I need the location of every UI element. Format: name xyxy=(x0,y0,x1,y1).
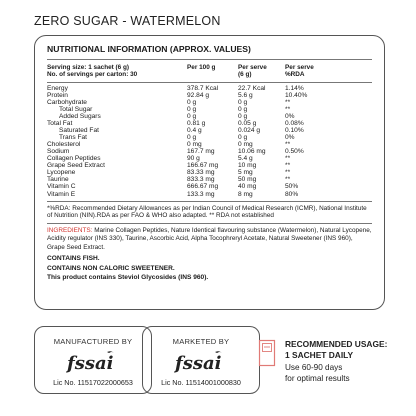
nutrient-name: Trans Fat xyxy=(59,134,87,142)
value-per100: 0 mg xyxy=(187,141,202,149)
nutrient-name: Sodium xyxy=(47,148,70,156)
usage-sub-line1: Use 60-90 days xyxy=(285,363,343,372)
value-per-serve: 5.4 g xyxy=(238,155,253,163)
nutrient-name: Vitamin E xyxy=(47,190,76,198)
nutrient-name: Carbohydrate xyxy=(47,98,87,106)
ingredients-label: INGREDIENTS: xyxy=(47,226,93,234)
value-per100: 92.84 g xyxy=(187,91,209,99)
value-rda: 0.08% xyxy=(285,120,304,128)
serving-size: Serving size: 1 sachet (6 g) xyxy=(47,64,130,71)
value-rda: 0.50% xyxy=(285,148,304,156)
value-rda: 10.40% xyxy=(285,91,308,99)
nutrition-row xyxy=(47,134,372,141)
fssai-logo xyxy=(171,349,231,371)
value-per100: 167.7 mg xyxy=(187,148,215,156)
nutrition-row xyxy=(47,176,372,183)
value-rda: 80% xyxy=(285,190,299,198)
value-per-serve: 0.024 g xyxy=(238,127,260,135)
col-header-rda: Per serve %RDA xyxy=(285,64,314,79)
nutrient-name: Saturated Fat xyxy=(59,127,99,135)
sachet-icon xyxy=(258,339,276,367)
value-per100: 0.4 g xyxy=(187,127,202,135)
nutrition-row xyxy=(47,99,372,106)
manufacturer-license: Lic No. 11517022000653 xyxy=(53,378,133,387)
value-per100: 90 g xyxy=(187,155,200,163)
value-per-serve: 40 mg xyxy=(238,183,257,191)
marketer-license: Lic No. 11514001000830 xyxy=(161,378,241,387)
nutrition-row xyxy=(47,162,372,169)
col-header-per100: Per 100 g xyxy=(187,64,216,71)
nutrient-name: Lycopene xyxy=(47,169,76,177)
nutrition-rows xyxy=(47,85,372,198)
nutrient-name: Vitamin C xyxy=(47,183,76,191)
rda-footnote: *%RDA: Recommended Dietary Allowances as per Indian Council of Medical Research (ICMR), National Institute of Nutrition (NIN).RDA as per FAO & WHO also adapted. ** RDA not established xyxy=(47,201,372,224)
value-per100: 166.67 mg xyxy=(187,162,219,170)
ingredients xyxy=(47,227,372,252)
page-title: ZERO SUGAR - WATERMELON xyxy=(34,14,221,28)
nutrition-row xyxy=(47,120,372,127)
value-per100: 0 g xyxy=(187,134,197,142)
serving-info xyxy=(47,64,187,79)
marketed-by-box xyxy=(142,326,260,394)
nutrient-name: Total Sugar xyxy=(59,105,93,113)
value-per-serve: 0 mg xyxy=(238,141,253,149)
manufactured-by-label: MANUFACTURED BY xyxy=(53,337,133,346)
nutrition-row xyxy=(47,141,372,148)
contains-sweetener: CONTAINS NON CALORIC SWEETENER. xyxy=(47,264,175,272)
value-rda: 0% xyxy=(285,134,295,142)
nutrition-row xyxy=(47,183,372,190)
nutrition-panel xyxy=(34,35,385,310)
fssai-logo xyxy=(63,349,123,371)
svg-text:fssai: fssai xyxy=(67,353,114,373)
usage-title-line2: 1 SACHET DAILY xyxy=(285,349,354,360)
nutrition-row xyxy=(47,191,372,198)
nutrition-row xyxy=(47,127,372,134)
nutrition-row xyxy=(47,85,372,92)
value-per100: 833.3 mg xyxy=(187,176,215,184)
nutrition-row xyxy=(47,155,372,162)
col-header-serve: Per serve (6 g) xyxy=(238,64,267,79)
value-per-serve: 5 mg xyxy=(238,169,253,177)
marketed-by-label: MARKETED BY xyxy=(172,337,230,346)
nutrient-name: Cholesterol xyxy=(47,141,81,149)
nutrition-row xyxy=(47,92,372,99)
value-per-serve: 5.6 g xyxy=(238,91,253,99)
value-per100: 0 g xyxy=(187,98,197,106)
nutrition-heading: NUTRITIONAL INFORMATION (APPROX. VALUES) xyxy=(47,44,372,60)
nutrient-name: Added Sugars xyxy=(59,113,101,120)
steviol-note: This product contains Steviol Glycosides (INS 960). xyxy=(47,274,209,282)
nutrient-name: Total Fat xyxy=(47,120,73,128)
value-per-serve: 50 mg xyxy=(238,176,257,184)
value-rda: ** xyxy=(285,162,291,170)
nutrition-row xyxy=(47,148,372,155)
value-per-serve: 0 g xyxy=(238,113,248,120)
value-rda: ** xyxy=(285,155,291,163)
usage-sub-line2: for optimal results xyxy=(285,373,350,383)
usage-title-line1: RECOMMENDED USAGE: xyxy=(285,339,388,349)
value-rda: 1.14% xyxy=(285,84,304,92)
svg-text:fssai: fssai xyxy=(175,353,222,373)
nutrient-name: Collagen Peptides xyxy=(47,155,101,163)
nutrient-name: Grape Seed Extract xyxy=(47,162,105,170)
nutrition-row xyxy=(47,169,372,176)
value-per-serve: 22.7 Kcal xyxy=(238,84,266,92)
ingredients-text: Marine Collagen Peptides, Nature Identical flavouring substance (Watermelon), Natural Lycopene, Acidity regulator (INS 330), Taurine, Ascorbic Acid, Alpha Tocophreryl Acetate, Natural Sweetener (INS 960), Grape Seed Extract. xyxy=(47,226,372,251)
value-rda: ** xyxy=(285,169,291,177)
nutrient-name: Energy xyxy=(47,84,68,92)
nutrition-row xyxy=(47,113,372,120)
value-rda: ** xyxy=(285,105,291,113)
value-per-serve: 0 g xyxy=(238,134,248,142)
value-rda: ** xyxy=(285,98,291,106)
value-per-serve: 10.06 mg xyxy=(238,148,266,156)
value-rda: ** xyxy=(285,176,291,184)
contains-fish: CONTAINS FISH. xyxy=(47,254,100,262)
value-rda: 0% xyxy=(285,113,295,120)
value-rda: ** xyxy=(285,141,291,149)
value-per100: 133.3 mg xyxy=(187,190,215,198)
manufactured-by-box xyxy=(34,326,152,394)
value-per100: 0 g xyxy=(187,105,197,113)
value-per100: 378.7 Kcal xyxy=(187,84,219,92)
recommended-usage xyxy=(285,339,410,384)
value-rda: 50% xyxy=(285,183,299,191)
value-per100: 83.33 mg xyxy=(187,169,215,177)
servings-per-carton: No. of servings per carton: 30 xyxy=(47,71,138,79)
value-per100: 0.81 g xyxy=(187,120,206,128)
value-per-serve: 8 mg xyxy=(238,190,253,198)
value-per-serve: 0 g xyxy=(238,98,248,106)
value-per-serve: 0 g xyxy=(238,105,248,113)
value-per-serve: 10 mg xyxy=(238,162,257,170)
value-per100: 666.67 mg xyxy=(187,183,219,191)
nutrition-row xyxy=(47,106,372,113)
nutrition-column-headers xyxy=(47,64,372,83)
nutrient-name: Protein xyxy=(47,91,68,99)
nutrient-name: Taurine xyxy=(47,176,69,184)
value-per-serve: 0.05 g xyxy=(238,120,257,128)
value-rda: 0.10% xyxy=(285,127,304,135)
value-per100: 0 g xyxy=(187,113,197,120)
